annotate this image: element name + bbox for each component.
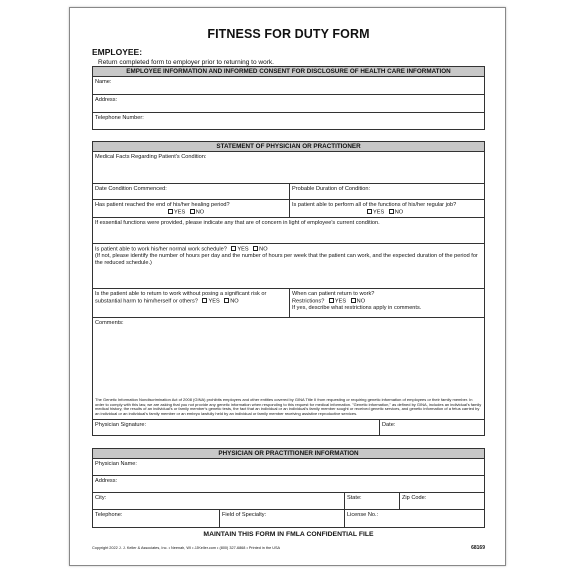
form-title: FITNESS FOR DUTY FORM [207,27,370,41]
restrictions-yes-label: YES [334,298,347,305]
zip-label: Zip Code: [402,495,427,501]
restrictions-note: If yes, describe what restrictions apply in comments. [292,305,422,312]
physician-address-field[interactable] [93,476,484,493]
functions-yes-label: YES [373,209,385,216]
return-to-work-field[interactable] [289,289,484,317]
normal-schedule-label: Is patient able to work his/her normal work schedule? [95,246,227,253]
risk-return-row [93,289,484,318]
healing-functions-row [93,200,484,218]
employee-telephone-label: Telephone Number: [95,115,144,121]
physician-info-header: PHYSICIAN OR PRACTITIONER INFORMATION [93,449,484,459]
form-sheet [69,7,506,566]
condition-dates-row [93,184,484,200]
employee-section-header: EMPLOYEE INFORMATION AND INFORMED CONSENT FOR DISCLOSURE OF HEALTH CARE INFORMATION [93,67,484,77]
perform-functions-label: Is patient able to perform all of the functions of his/her regular job? [292,202,457,208]
risk-no-checkbox[interactable] [224,298,229,303]
schedule-no-checkbox[interactable] [253,246,258,251]
schedule-yes-label: YES [237,246,249,253]
perform-functions-question [289,200,484,217]
essential-functions-label: If essential functions were provided, please indicate any that are of concern in light of employee's current condition. [95,220,380,226]
copyright-text: Copyright 2022 J. J. Keller & Associates, Inc. • Neenah, WI • JJKeller.com • (800) 327-6868 • Printed in the USA [92,546,281,550]
physician-address-label: Address: [95,478,118,484]
schedule-yes-checkbox[interactable] [231,246,236,251]
physician-telephone-label: Telephone: [95,512,123,518]
footer-title: MAINTAIN THIS FORM IN FMLA CONFIDENTIAL FILE [203,531,374,538]
healing-no-label: NO [195,209,205,216]
city-label: City: [95,495,107,501]
when-return-label: When can patient return to work? [292,291,375,297]
employee-label: EMPLOYEE: [92,47,143,57]
employee-address-label: Address: [95,97,118,103]
state-field[interactable] [344,493,399,509]
probable-duration-field[interactable] [289,184,484,199]
work-schedule-field[interactable] [93,244,484,289]
employee-name-field[interactable] [93,77,484,95]
date-commenced-label: Date Condition Commenced: [95,186,167,192]
physician-telephone-field[interactable] [93,510,219,527]
medical-facts-field[interactable] [93,152,484,184]
functions-no-checkbox[interactable] [389,209,394,214]
physician-signature-label: Physician Signature: [95,422,146,428]
restrictions-no-checkbox[interactable] [351,298,356,303]
employee-name-label: Name: [95,79,112,85]
risk-yes-label: YES [208,298,220,305]
physician-name-label: Physician Name: [95,461,137,467]
form-number: 68169 [471,545,485,551]
probable-duration-label: Probable Duration of Condition: [292,186,371,192]
schedule-note: (If not, please identify the number of hours per day and the number of hours per week that the patient can work, and the expected duration of the period for the reduced schedule.) [95,253,478,267]
restrictions-yes-checkbox[interactable] [329,298,334,303]
risk-yes-checkbox[interactable] [202,298,207,303]
risk-question-label: Is the patient able to return to work without posing a significant risk or substantial harm to him/herself or others? [95,291,267,305]
physician-statement-section [92,141,485,436]
healing-period-question [93,200,289,217]
healing-yes-checkbox[interactable] [168,209,173,214]
restrictions-no-label: NO [356,298,366,305]
employee-address-field[interactable] [93,95,484,113]
healing-yes-label: YES [174,209,186,216]
gina-notice: The Genetic Information Nondiscrimination Act of 2008 (GINA) prohibits employers and other entities covered by GINA Title II from requesting or requiring genetic information of employees or their family member. In order to comply with this law, we are asking that you not provide any genetic information when responding to this request for medical information. "Genetic information," as defined by GINA, includes an individual's family medical history, the results of an individual's or family member's genetic tests, the fact that an individual or an individual's family member sought or received genetic services, and genetic information of a fetus carried by an individual or an individual's family member or an embryo lawfully held by an individual or family member receiving assistive reproductive services. [95,396,482,417]
specialty-field[interactable] [219,510,344,527]
employee-section [92,66,485,130]
telephone-specialty-license-row [93,510,484,527]
signature-date-label: Date: [382,422,396,428]
functions-yes-checkbox[interactable] [367,209,372,214]
signature-date-field[interactable] [379,420,484,435]
risk-no-label: NO [230,298,239,305]
employee-telephone-field[interactable] [93,113,484,129]
physician-name-field[interactable] [93,459,484,476]
medical-facts-label: Medical Facts Regarding Patient's Condition: [95,154,207,160]
comments-label: Comments: [95,320,124,326]
signature-row [93,420,484,435]
physician-info-section [92,448,485,528]
comments-field[interactable] [93,318,484,420]
physician-statement-header: STATEMENT OF PHYSICIAN OR PRACTITIONER [93,142,484,152]
city-state-zip-row [93,493,484,510]
employee-note: Return completed form to employer prior to returning to work. [98,59,274,66]
essential-functions-field[interactable] [93,218,484,244]
license-field[interactable] [344,510,484,527]
restrictions-label: Restrictions? [292,298,325,305]
risk-question [93,289,289,317]
state-label: State: [347,495,362,501]
license-label: License No.: [347,512,379,518]
functions-no-label: NO [394,209,404,216]
specialty-label: Field of Specialty: [222,512,267,518]
date-commenced-field[interactable] [93,184,289,199]
city-field[interactable] [93,493,344,509]
healing-no-checkbox[interactable] [190,209,195,214]
healing-period-label: Has patient reached the end of his/her healing period? [95,202,230,208]
physician-signature-field[interactable] [93,420,379,435]
zip-field[interactable] [399,493,484,509]
schedule-no-label: NO [259,246,268,253]
